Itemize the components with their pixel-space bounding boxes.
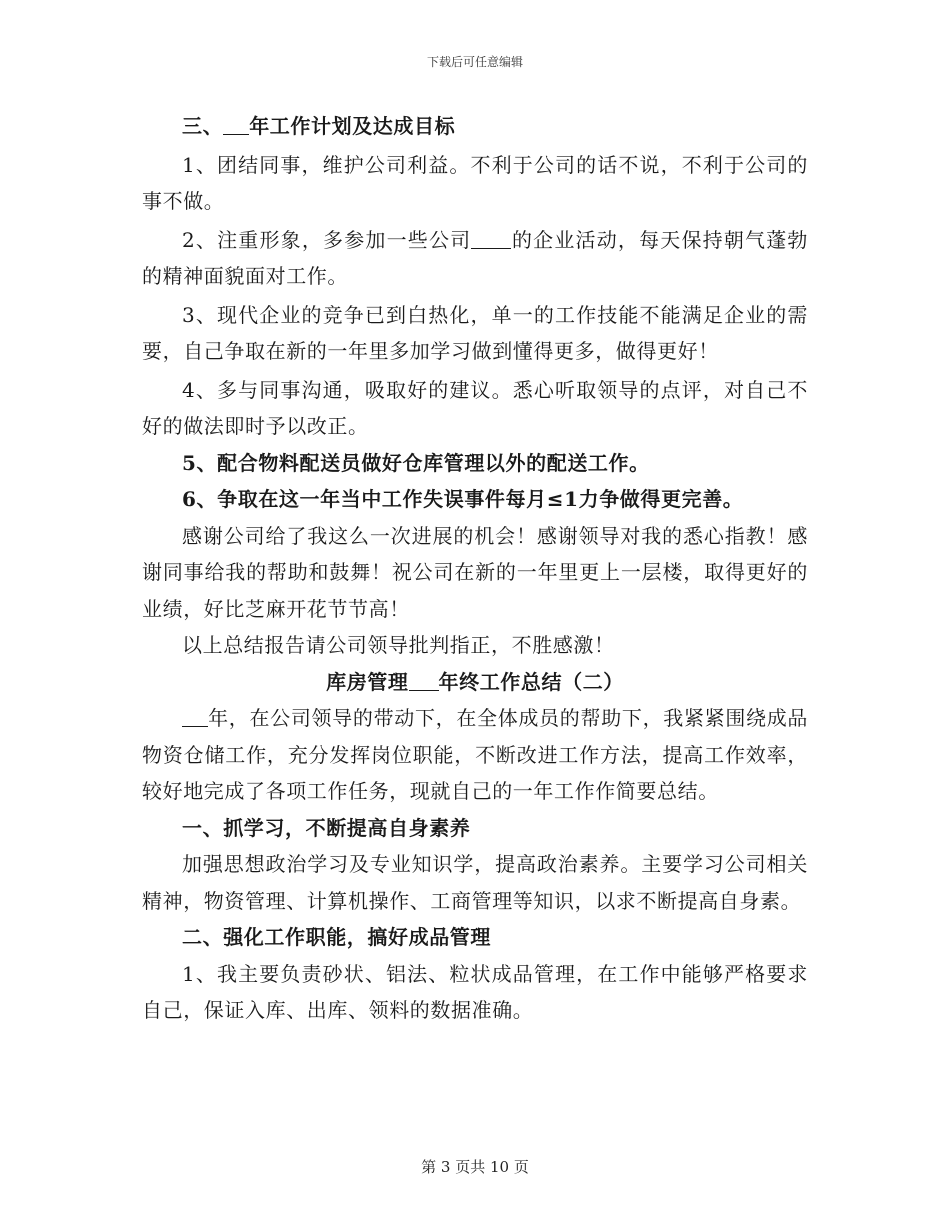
section-heading-plan — [142, 108, 808, 145]
thanks-paragraph: 感谢公司给了我这么一次进展的机会！感谢领导对我的悉心指教！感谢同事给我的帮助和鼓舞！祝公司在新的一年里更上一层楼，取得更好的业绩，好比芝麻开花节节高！ — [142, 523, 808, 621]
part2-intro — [142, 700, 808, 810]
plan-item-1: 1、团结同事，维护公司利益。不利于公司的话不说，不利于公司的事不做。 — [142, 152, 808, 213]
page-header: 下载后可任意编辑 — [426, 55, 523, 69]
title-suffix: 年终工作总结（二） — [438, 669, 624, 694]
item2-suffix: 的企业活动，每天保持朝气蓬勃的精神面貌面对工作。 — [142, 227, 808, 288]
document-body — [142, 108, 808, 1029]
blank-line — [182, 706, 208, 727]
intro-text: 年，在公司领导的带动下，在全体成员的帮助下，我紧紧围绕成品物资仓储工作，充分发挥岗位职能，不断改进工作方法，提高工作效率，较好地完成了各项工作任务，现就自己的一年工作作简要总结。 — [142, 706, 808, 803]
closing-paragraph: 以上总结报告请公司领导批判指正，不胜感激！ — [182, 633, 615, 657]
plan-item-5: 5、配合物料配送员做好仓库管理以外的配送工作。 — [182, 450, 650, 475]
plan-item-4: 4、多与同事沟通，吸取好的建议。悉心听取领导的点评，对自己不好的做法即时予以改正。 — [142, 377, 808, 438]
part2-heading-1: 一、抓学习，不断提高自身素养 — [182, 815, 471, 840]
item2-prefix: 2、注重形象，多参加一些公司 — [182, 227, 472, 252]
part2-paragraph-2: 1、我主要负责砂状、铝法、粒状成品管理，在工作中能够严格要求自己，保证入库、出库、领料的数据准确。 — [142, 961, 808, 1022]
plan-item-3: 3、现代企业的竞争已到白热化，单一的工作技能不能满足企业的需要，自己争取在新的一年里多加学习做到懂得更多，做得更好！ — [142, 302, 808, 363]
title-prefix: 库房管理 — [326, 669, 409, 694]
heading-prefix: 三、 — [182, 114, 224, 138]
blank-line — [471, 228, 511, 249]
page-footer: 第 3 页共 10 页 — [421, 1158, 529, 1176]
part2-heading-2: 二、强化工作职能，搞好成品管理 — [182, 925, 491, 949]
plan-item-2 — [142, 222, 808, 295]
blank-line — [223, 114, 249, 135]
part2-paragraph-1: 加强思想政治学习及专业知识学，提高政治素养。主要学习公司相关精神，物资管理、计算机操作、工商管理等知识，以求不断提高自身素。 — [142, 852, 808, 913]
heading-suffix: 年工作计划及达成目标 — [249, 114, 456, 138]
blank-line — [409, 670, 439, 691]
part2-title — [142, 664, 808, 701]
plan-item-6: 6、争取在这一年当中工作失误事件每月≤1力争做得更完善。 — [182, 487, 744, 511]
